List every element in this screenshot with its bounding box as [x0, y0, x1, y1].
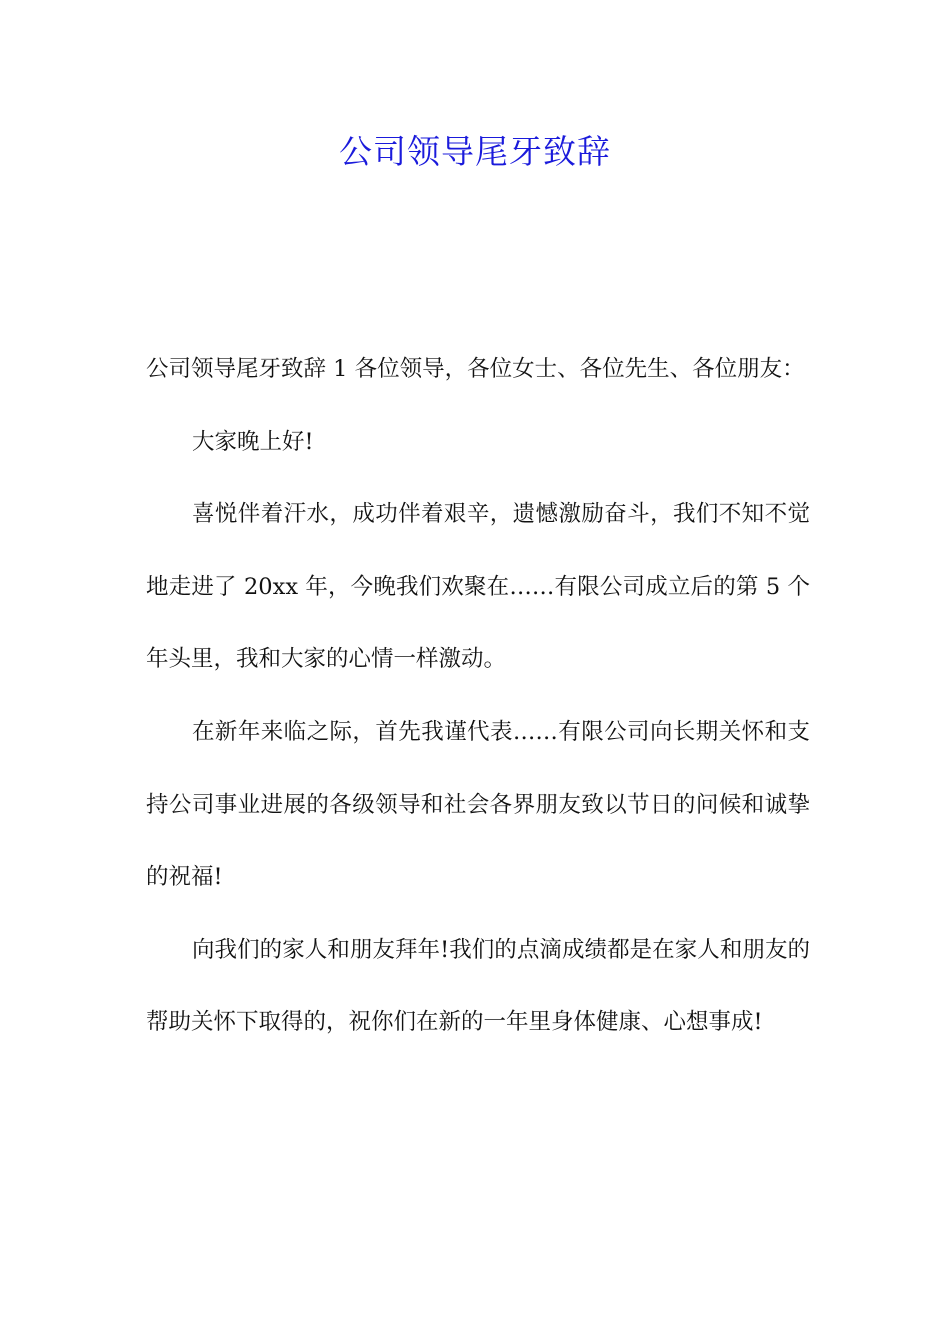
paragraph-review: 喜悦伴着汗水，成功伴着艰辛，遗憾激励奋斗，我们不知不觉地走进了 20xx 年，今晚我们欢聚在……有限公司成立后的第 5 个年头里，我和大家的心情一样激动。: [146, 501, 810, 673]
document-title: 公司领导尾牙致辞: [339, 132, 611, 171]
document-body: [146, 333, 810, 1059]
paragraph-greeting: 大家晚上好!: [192, 428, 314, 455]
paragraph-family: 向我们的家人和朋友拜年!我们的点滴成绩都是在家人和朋友的帮助关怀下取得的，祝你们在新的一年里身体健康、心想事成!: [146, 936, 810, 1036]
paragraph-opening: 公司领导尾牙致辞 1 各位领导，各位女士、各位先生、各位朋友：: [146, 356, 805, 382]
paragraph-thanks: 在新年来临之际，首先我谨代表……有限公司向长期关怀和支持公司事业进展的各级领导和社会各界朋友致以节日的问候和诚挚的祝福!: [146, 718, 810, 891]
